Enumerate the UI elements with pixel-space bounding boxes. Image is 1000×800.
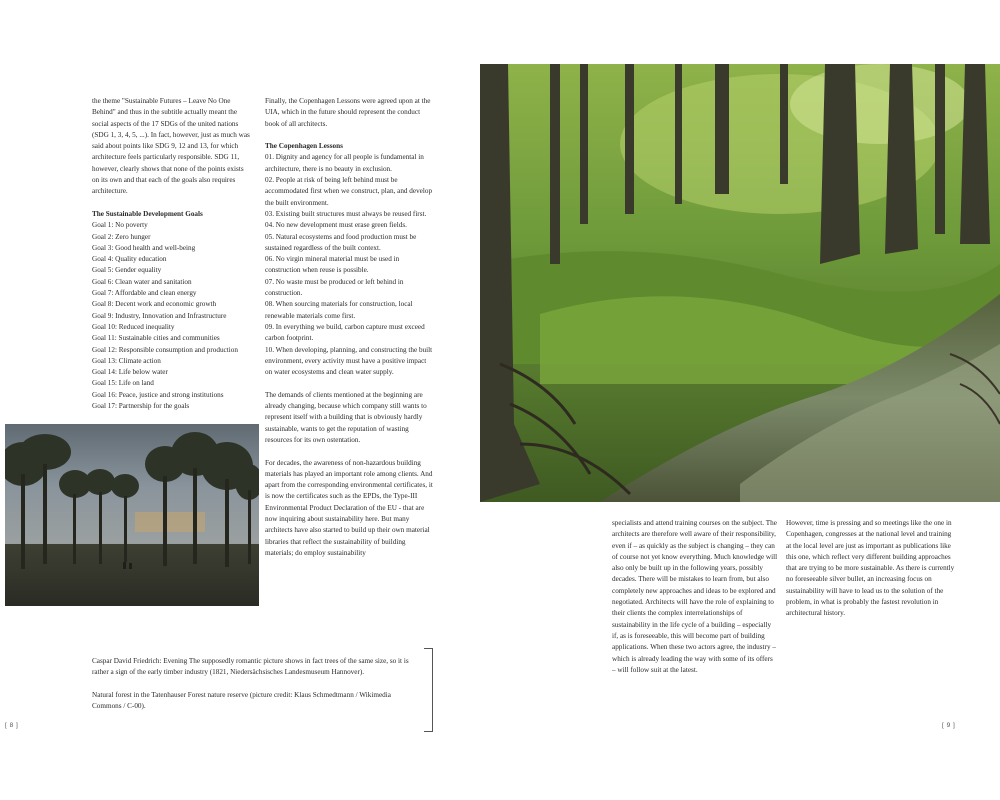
lesson-item: 05. Natural ecosystems and food production must be sustained regardless of the built context. <box>265 232 417 252</box>
lesson-item: 10. When developing, planning, and constructing the built environment, every activity must have a positive impact on water ecosystems and clean water supply. <box>265 345 433 377</box>
painting-caption: Caspar David Friedrich: Evening The supposedly romantic picture shows in fact trees of the same size, so it is rather a sign of the early timber industry (1821, Niedersächsisches Landesmuseum Hannover). <box>92 657 409 677</box>
sdg-heading: The Sustainable Development Goals <box>92 209 203 218</box>
left-column-2 <box>265 96 435 559</box>
lesson-item: 01. Dignity and agency for all people is fundamental in architecture, there is no beauty in exclusion. <box>265 153 424 173</box>
page-number-right: [ 9 ] <box>942 722 956 729</box>
list-item: Goal 15: Life on land <box>92 379 154 388</box>
list-item: Goal 2: Zero hunger <box>92 232 151 241</box>
list-item: Goal 5: Gender equality <box>92 266 162 275</box>
caption-block <box>92 656 422 712</box>
left-column-1 <box>92 96 250 412</box>
lesson-item: 07. No waste must be produced or left behind in construction. <box>265 277 404 298</box>
lessons-heading: The Copenhagen Lessons <box>265 142 343 151</box>
clients-paragraph: The demands of clients mentioned at the beginning are already changing, because which company still wants to represent itself with a building that is obviously hardly sustainable, wants to get the reputation of wasting resources for its own ostentation. <box>265 390 427 444</box>
list-item: Goal 12: Responsible consumption and production <box>92 345 238 354</box>
sdg-list <box>92 220 250 412</box>
lesson-item: 06. No virgin mineral material must be used in construction when reuse is possible. <box>265 255 400 275</box>
right-column-2 <box>786 518 956 620</box>
list-item: Goal 14: Life below water <box>92 368 168 377</box>
list-item: Goal 3: Good health and well-being <box>92 243 196 252</box>
lesson-item: 04. No new development must erase green fields. <box>265 221 407 230</box>
left-col1-intro: the theme "Sustainable Futures – Leave No One Behind" and thus in the subtitle actually meant the social aspects of the 17 SDGs of the united nations (SDG 1, 3, 4, 5, ...). In fact, however, just as much was said about points like SDG 9, 12 and 13, for which architecture feels particularly responsible. SDG 11, however, clearly shows that none of the points exists on its own and that each of the goals also requires architecture. <box>92 97 250 196</box>
page-number-left: [ 8 ] <box>5 722 19 729</box>
lesson-item: 03. Existing built structures must always be reused first. <box>265 209 427 218</box>
list-item: Goal 16: Peace, justice and strong institutions <box>92 390 224 399</box>
lesson-item: 08. When sourcing materials for construction, local renewable materials come first. <box>265 300 413 320</box>
lesson-item: 09. In everything we build, carbon capture must exceed carbon footprint. <box>265 322 425 343</box>
right-column-1 <box>612 518 778 676</box>
caption-bracket <box>424 648 433 732</box>
left-col2-intro: Finally, the Copenhagen Lessons were agreed upon at the UIA, which in the future should represent the conduct book of all architects. <box>265 97 431 128</box>
right-col2-text: However, time is pressing and so meetings like the one in Copenhagen, congresses at the national level and training at the local level are just as important as publications like this one, which reflect very different building approaches that are trying to be more sustainable. As there is currently no foreseeable silver bullet, an increasing focus on sustainability will have to lead us to the solution of the problem, in what is probably the fastest revolution in architectural history. <box>786 519 955 618</box>
tatenhauser-forest-photo <box>480 64 1000 502</box>
list-item: Goal 8: Decent work and economic growth <box>92 300 217 309</box>
materials-paragraph: For decades, the awareness of non-hazardous building materials has played an important role among clients. And apart from the corresponding environmental certificates, it is now the certificates such as the EPDs, the Type-III Environmental Product Declaration of the EU - that are now inquiring about sustainability here. But many architects have also started to build up their own material libraries that reflect the sustainability of building materials; do employ sustainability <box>265 458 433 557</box>
list-item: Goal 10: Reduced inequality <box>92 322 175 331</box>
list-item: Goal 17: Partnership for the goals <box>92 402 190 411</box>
list-item: Goal 13: Climate action <box>92 356 161 365</box>
list-item: Goal 6: Clean water and sanitation <box>92 277 192 286</box>
forest-photo <box>480 64 1000 502</box>
forest-caption: Natural forest in the Tatenhauser Forest nature reserve (picture credit: Klaus Schmedtmann / Wikimedia Commons / C-00). <box>92 690 391 711</box>
list-item: Goal 1: No poverty <box>92 221 148 230</box>
evening-forest-painting <box>5 424 259 606</box>
list-item: Goal 9: Industry, Innovation and Infrastructure <box>92 311 227 320</box>
list-item: Goal 4: Quality education <box>92 255 167 264</box>
list-item: Goal 11: Sustainable cities and communities <box>92 334 220 343</box>
painting-image <box>5 424 259 606</box>
lesson-item: 02. People at risk of being left behind must be accommodated first when we construct, plan, and develop the built environment. <box>265 176 433 207</box>
right-col1-text: specialists and attend training courses on the subject. The architects are therefore well aware of their responsibility, even if – as quickly as the subject is changing – they can of course not yet know everything. Much knowledge will also only be built up in the following years, possibly decades. There will be mistakes to learn from, but also completely new approaches and ideas to be explored and negotiated. Architects will have the role of explaining to their clients the complex interrelationships of sustainability in the life cycle of a building – especially if, as is foreseeable, this will become part of building applications. When these two actors agree, the industry – which is already leading the way with some of its offers – will follow suit at the latest. <box>612 519 778 674</box>
list-item: Goal 7: Affordable and clean energy <box>92 289 197 298</box>
